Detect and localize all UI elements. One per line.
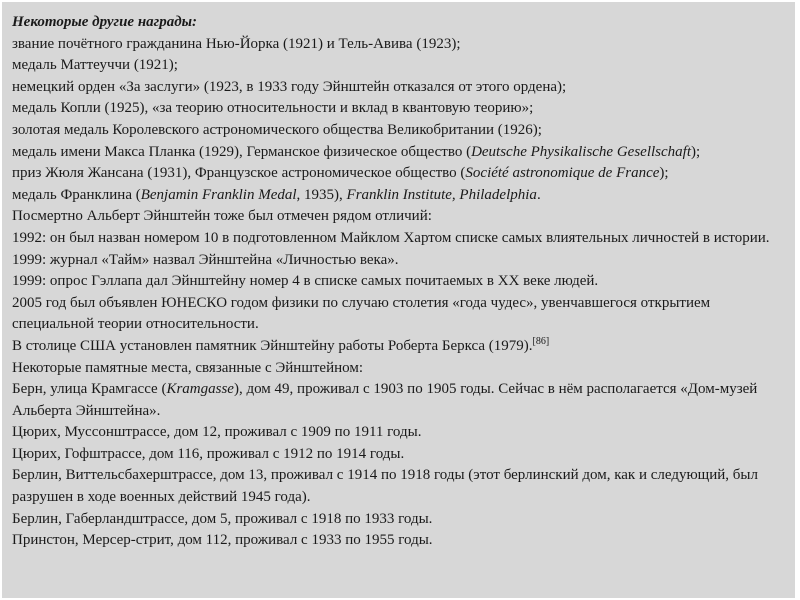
text-line (12, 293, 787, 336)
line-text: звание почётного гражданина Нью-Йорка (1921) и Тель-Авива (1923); (12, 35, 461, 52)
foreign-name: Kramgasse (166, 381, 234, 398)
line-text: медаль Копли (1925), «за теорию относительности и вклад в квантовую теорию»; (12, 100, 534, 117)
line-text: золотая медаль Королевского астрономического общества Великобритании (1926); (12, 121, 542, 138)
text-line (12, 120, 787, 142)
text-line (12, 98, 787, 120)
line-text: ), дом 49, проживал с 1903 по 1905 годы. Сейчас в нём располагается «Дом-музей Альберта Эйнштейна». (12, 381, 758, 419)
text-line (12, 206, 787, 228)
line-text: Цюрих, Муссонштрассе, дом 12, проживал с 1909 по 1911 годы. (12, 424, 422, 441)
line-text: немецкий орден «За заслуги» (1923, в 1933 году Эйнштейн отказался от этого ордена); (12, 78, 567, 95)
foreign-name: Deutsche Physikalische Gesellschaft (471, 143, 691, 160)
text-line (12, 77, 787, 99)
line-text: 1999: журнал «Тайм» назвал Эйнштейна «Личностью века». (12, 251, 399, 268)
line-text: В столице США установлен памятник Эйнштейну работы Роберта Беркса (1979). (12, 337, 533, 354)
line-text: Цюрих, Гофштрассе, дом 116, проживал с 1912 по 1914 годы. (12, 445, 405, 462)
line-text: медаль имени Макса Планка (1929), Германское физическое общество ( (12, 143, 472, 160)
text-line (12, 444, 787, 466)
line-text: Берн, улица Крамгассе ( (12, 381, 167, 398)
line-text: приз Жюля Жансана (1931), Французское астрономическое общество ( (12, 165, 466, 182)
foreign-name: Société astronomique de France (465, 165, 660, 182)
text-line (12, 163, 787, 185)
text-content (12, 12, 787, 552)
awards-heading: Некоторые другие награды: (12, 14, 198, 30)
text-line (12, 55, 787, 77)
text-line (12, 185, 787, 207)
text-line (12, 422, 787, 444)
line-text: Некоторые памятные места, связанные с Эйнштейном: (12, 359, 364, 376)
line-text: . (536, 186, 541, 203)
line-text: Берлин, Виттельсбахерштрассе, дом 13, проживал с 1914 по 1918 годы (этот берлинский дом, как и следующий, был разрушен в ходе военных действий 1945 года). (12, 467, 758, 506)
text-line (12, 358, 787, 380)
text-panel (2, 2, 795, 598)
text-line (12, 34, 787, 56)
text-line (12, 379, 787, 422)
line-text: Посмертно Альберт Эйнштейн тоже был отмечен рядом отличий: (12, 208, 432, 225)
line-text: 1992: он был назван номером 10 в подготовленном Майклом Хартом списке самых влиятельных личностей в истории. (12, 229, 770, 246)
line-text: Принстон, Мерсер-стрит, дом 112, проживал с 1933 по 1955 годы. (12, 532, 433, 549)
foreign-name: Franklin Institute, Philadelphia (346, 186, 537, 203)
line-text: ); (659, 165, 669, 182)
line-text: 1999: опрос Гэллапа дал Эйнштейну номер 4 в списке самых почитаемых в XX веке людей. (12, 273, 599, 290)
text-line (12, 509, 787, 531)
text-line (12, 271, 787, 293)
line-text: медаль Франклина ( (12, 186, 141, 203)
text-line (12, 465, 787, 508)
line-text: медаль Маттеуччи (1921); (12, 57, 178, 74)
text-line (12, 530, 787, 552)
text-line (12, 142, 787, 164)
footnote-ref[interactable]: [86] (532, 335, 550, 347)
line-text: ); (691, 143, 701, 160)
line-text: Берлин, Габерландштрассе, дом 5, проживал с 1918 по 1933 годы. (12, 510, 433, 527)
text-line (12, 336, 787, 358)
line-text: 2005 год был объявлен ЮНЕСКО годом физики по случаю столетия «года чудес», увенчавшегося открытием специальной теории относительности. (12, 294, 711, 333)
text-line (12, 228, 787, 250)
line-text: , 1935), (296, 186, 347, 203)
text-line (12, 250, 787, 272)
foreign-name: Benjamin Franklin Medal (140, 186, 297, 203)
